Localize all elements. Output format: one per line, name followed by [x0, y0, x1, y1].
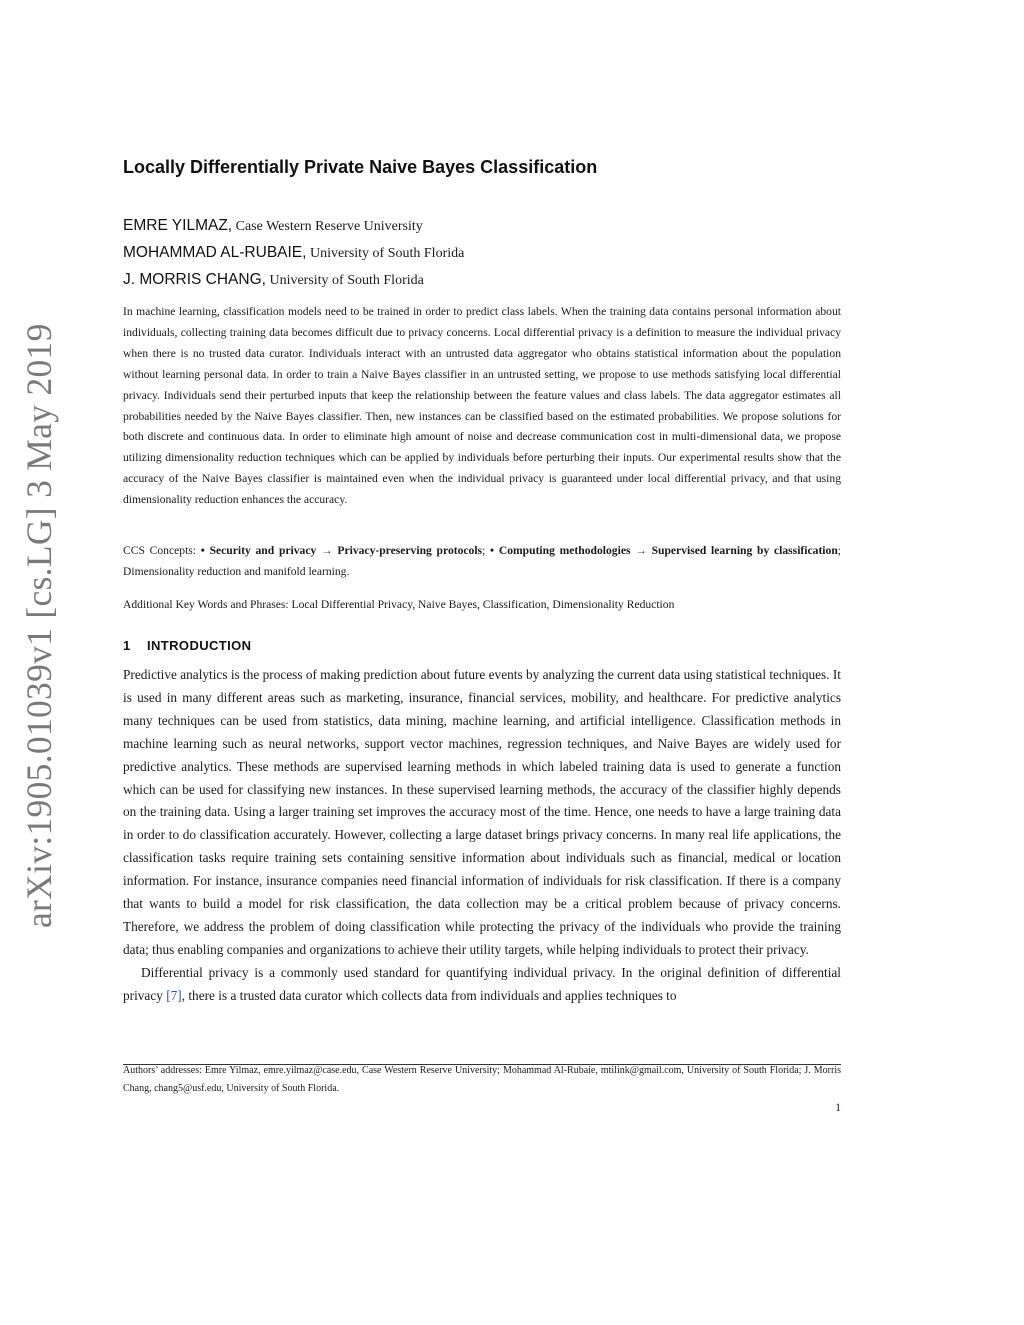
author-entry [123, 239, 841, 266]
ccs-bullet-security: • Security and privacy [200, 544, 317, 557]
paper-title: Locally Differentially Private Naive Bayes Classification [123, 157, 598, 177]
author-affiliation: University of South Florida [265, 273, 424, 288]
author-name: J. MORRIS CHANG, [123, 271, 266, 288]
ccs-arrow: → [316, 544, 338, 557]
paragraph [123, 962, 841, 1008]
introduction-body [123, 664, 841, 1008]
author-list [123, 212, 841, 293]
arxiv-stamp: arXiv:1905.01039v1 [cs.LG] 3 May 2019 [19, 323, 59, 928]
abstract: In machine learning, classification models need to be trained in order to predict class labels. When the training data contains personal information about individuals, collecting training data becomes difficult due to privacy concerns. Local differential privacy is a definition to measure the individual privacy when there is no trusted data curator. Individuals interact with an untrusted data aggregator who obtains statistical information about the population without learning personal data. In order to train a Naive Bayes classifier in an untrusted setting, we propose to use methods satisfying local differential privacy. Individuals send their perturbed inputs that keep the relationship between the feature values and class labels. The data aggregator estimates all probabilities needed by the Naive Bayes classifier. Then, new instances can be classified based on the estimated probabilities. We propose solutions for both discrete and continuous data. In order to eliminate high amount of noise and decrease communication cost in multi-dimensional data, we propose utilizing dimensionality reduction techniques which can be applied by individuals before perturbing their inputs. Our experimental results show that the accuracy of the Naive Bayes classifier is maintained even when the individual privacy is guaranteed under local differential privacy, and that using dimensionality reduction enhances the accuracy. [123, 305, 841, 507]
author-affiliation: Case Western Reserve University [232, 219, 423, 234]
ccs-concepts [123, 540, 841, 582]
citation-link[interactable]: [7] [166, 987, 182, 1003]
ccs-prefix: CCS Concepts: [123, 544, 201, 557]
section-heading-introduction [123, 635, 251, 657]
ccs-separator: ; [482, 544, 491, 557]
paragraph: Predictive analytics is the process of making prediction about future events by analyzing the current data using statistical techniques. It is used in many different areas such as marketing, insurance, financial services, mobility, and healthcare. For predictive analytics many techniques can be used from statistics, data mining, machine learning, and artificial intelligence. Classification methods in machine learning such as neural networks, support vector machines, regression techniques, and Naive Bayes are widely used for predictive analytics. These methods are supervised learning methods in which labeled training data is used to generate a function which can be used for classifying new instances. In these supervised learning methods, the accuracy of the classifier highly depends on the training data. Using a larger training set improves the accuracy most of the time. Hence, one needs to have a large training data in order to do classification accurately. However, collecting a large dataset brings privacy concerns. In many real life applications, the classification tasks require training sets containing sensitive information about individuals such as financial, medical or location information. For instance, insurance companies need financial information of individuals for risk classification. If there is a company that wants to build a model for risk classification, the data collection may be a critical problem because of privacy concerns. Therefore, we address the problem of doing classification while protecting the privacy of the individuals who provide the training data; thus enabling companies and organizations to achieve their utility targets, while helping individuals to protect their privacy. [123, 667, 841, 957]
section-title: INTRODUCTION [147, 638, 252, 653]
ccs-bullet-computing: • Computing methodologies [490, 544, 631, 557]
section-number: 1 [123, 638, 131, 653]
author-name: EMRE YILMAZ, [123, 217, 233, 234]
author-entry [123, 212, 841, 239]
ccs-concept-privacy-protocols: Privacy-preserving protocols [337, 544, 483, 557]
footnote-authors-addresses: Authors’ addresses: Emre Yilmaz, emre.yilmaz@case.edu, Case Western Reserve University; Mohammad Al-Rubaie, mtilink@gmail.com, University of South Florida; J. Morris Chang, chang5@usf.edu, University of South Florida. [123, 1065, 841, 1094]
author-affiliation: University of South Florida [306, 246, 465, 261]
paragraph-text: , there is a trusted data curator which collects data from individuals and applies techniques to [181, 987, 677, 1003]
keywords: Additional Key Words and Phrases: Local Differential Privacy, Naive Bayes, Classification, Dimensionality Reduction [123, 598, 675, 611]
author-name: MOHAMMAD AL-RUBAIE, [123, 244, 307, 261]
ccs-concept-supervised: Supervised learning by classification [651, 544, 838, 557]
paragraph-text: Differential privacy is a commonly used standard for quantifying individual privacy. In the original definition of differential privacy [123, 964, 841, 1003]
ccs-rest: ; Dimensionality reduction and manifold learning. [123, 544, 841, 578]
page-number: 1 [835, 1102, 841, 1114]
ccs-arrow: → [630, 544, 652, 557]
author-entry [123, 266, 841, 293]
